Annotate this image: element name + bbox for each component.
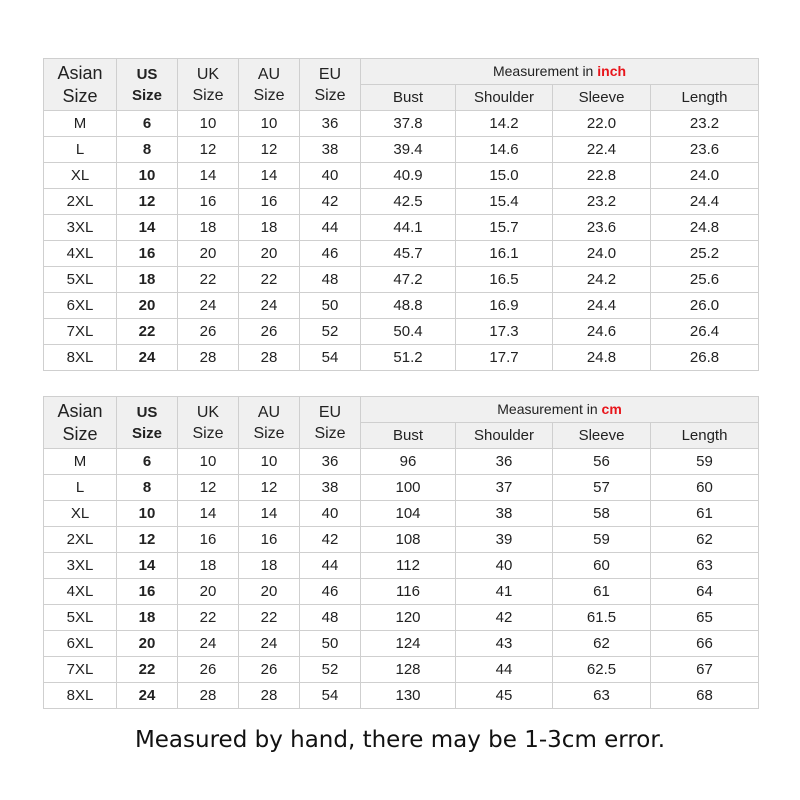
header-uk-size [178, 59, 239, 111]
table-row [44, 163, 759, 189]
measurement-unit: inch [597, 63, 627, 79]
cell-uk-size: 18 [178, 553, 239, 579]
cell-eu-size: 48 [300, 605, 361, 631]
cell-au-size: 12 [239, 475, 300, 501]
cell-au-size: 22 [239, 605, 300, 631]
cell-eu-size: 42 [300, 527, 361, 553]
cell-us-size: 22 [117, 657, 178, 683]
header-eu-sub: Size [314, 424, 346, 442]
cell-us-size: 6 [117, 111, 178, 137]
table-row [44, 579, 759, 605]
cell-asian-size: 4XL [44, 579, 117, 605]
cell-au-size: 28 [239, 683, 300, 709]
cell-au-size: 18 [239, 215, 300, 241]
cell-eu-size: 40 [300, 163, 361, 189]
cell-au-size: 20 [239, 579, 300, 605]
header-eu-sub: Size [314, 86, 346, 104]
cell-au-size: 24 [239, 631, 300, 657]
cell-shoulder: 42 [456, 605, 553, 631]
cell-sleeve: 22.0 [553, 111, 651, 137]
cell-bust: 124 [361, 631, 456, 657]
cell-sleeve: 24.8 [553, 345, 651, 371]
cell-us-size: 10 [117, 501, 178, 527]
size-chart-inch-rows [44, 111, 759, 371]
cell-sleeve: 62.5 [553, 657, 651, 683]
cell-length: 26.4 [651, 319, 759, 345]
cell-length: 64 [651, 579, 759, 605]
header-row [44, 59, 759, 85]
cell-eu-size: 38 [300, 475, 361, 501]
cell-bust: 45.7 [361, 241, 456, 267]
cell-length: 62 [651, 527, 759, 553]
header-length: Length [651, 85, 759, 111]
cell-shoulder: 16.9 [456, 293, 553, 319]
size-chart-cm-rows [44, 449, 759, 709]
cell-length: 23.6 [651, 137, 759, 163]
header-sleeve: Sleeve [553, 423, 651, 449]
cell-asian-size: XL [44, 501, 117, 527]
cell-us-size: 8 [117, 137, 178, 163]
cell-us-size: 24 [117, 683, 178, 709]
cell-asian-size: 2XL [44, 189, 117, 215]
cell-us-size: 18 [117, 605, 178, 631]
header-au-sub: Size [253, 424, 285, 442]
cell-us-size: 14 [117, 215, 178, 241]
table-row [44, 267, 759, 293]
header-au-size [239, 59, 300, 111]
measurement-unit: cm [601, 401, 622, 417]
cell-us-size: 6 [117, 449, 178, 475]
cell-length: 66 [651, 631, 759, 657]
table-row [44, 475, 759, 501]
cell-sleeve: 22.8 [553, 163, 651, 189]
cell-asian-size: M [44, 111, 117, 137]
cell-asian-size: 3XL [44, 215, 117, 241]
cell-eu-size: 48 [300, 267, 361, 293]
cell-shoulder: 44 [456, 657, 553, 683]
cell-sleeve: 63 [553, 683, 651, 709]
cell-uk-size: 20 [178, 579, 239, 605]
cell-us-size: 14 [117, 553, 178, 579]
cell-asian-size: 7XL [44, 657, 117, 683]
header-eu-size [300, 59, 361, 111]
cell-eu-size: 44 [300, 553, 361, 579]
cell-us-size: 8 [117, 475, 178, 501]
cell-shoulder: 37 [456, 475, 553, 501]
cell-eu-size: 52 [300, 657, 361, 683]
cell-us-size: 12 [117, 527, 178, 553]
table-row [44, 215, 759, 241]
cell-eu-size: 52 [300, 319, 361, 345]
cell-eu-size: 40 [300, 501, 361, 527]
cell-bust: 104 [361, 501, 456, 527]
cell-shoulder: 40 [456, 553, 553, 579]
header-eu-label: EU [318, 65, 342, 83]
cell-asian-size: 6XL [44, 631, 117, 657]
cell-asian-size: 7XL [44, 319, 117, 345]
cell-asian-size: 4XL [44, 241, 117, 267]
cell-eu-size: 44 [300, 215, 361, 241]
cell-sleeve: 62 [553, 631, 651, 657]
cell-length: 26.8 [651, 345, 759, 371]
cell-length: 63 [651, 553, 759, 579]
header-eu-size [300, 397, 361, 449]
cell-sleeve: 59 [553, 527, 651, 553]
cell-shoulder: 14.6 [456, 137, 553, 163]
cell-uk-size: 14 [178, 163, 239, 189]
header-asian-sub: Size [62, 423, 98, 444]
cell-us-size: 16 [117, 579, 178, 605]
cell-au-size: 26 [239, 657, 300, 683]
cell-asian-size: M [44, 449, 117, 475]
cell-shoulder: 16.5 [456, 267, 553, 293]
cell-shoulder: 16.1 [456, 241, 553, 267]
header-length: Length [651, 423, 759, 449]
table-row [44, 137, 759, 163]
header-uk-label: UK [196, 403, 220, 421]
size-chart-inch [43, 58, 759, 371]
cell-length: 26.0 [651, 293, 759, 319]
cell-length: 25.6 [651, 267, 759, 293]
cell-sleeve: 60 [553, 553, 651, 579]
cell-us-size: 16 [117, 241, 178, 267]
header-asian-size [44, 59, 117, 111]
cell-sleeve: 24.0 [553, 241, 651, 267]
header-sleeve: Sleeve [553, 85, 651, 111]
header-bust: Bust [361, 423, 456, 449]
table-row [44, 241, 759, 267]
table-row [44, 553, 759, 579]
cell-us-size: 22 [117, 319, 178, 345]
cell-bust: 130 [361, 683, 456, 709]
header-asian-label: Asian [57, 400, 103, 421]
cell-sleeve: 24.6 [553, 319, 651, 345]
cell-bust: 39.4 [361, 137, 456, 163]
measurement-note: Measured by hand, there may be 1-3cm error. [134, 727, 666, 753]
cell-au-size: 14 [239, 163, 300, 189]
cell-bust: 47.2 [361, 267, 456, 293]
header-us-size [117, 59, 178, 111]
cell-bust: 40.9 [361, 163, 456, 189]
cell-eu-size: 54 [300, 683, 361, 709]
cell-length: 67 [651, 657, 759, 683]
cell-sleeve: 58 [553, 501, 651, 527]
cell-eu-size: 36 [300, 111, 361, 137]
table-row [44, 631, 759, 657]
header-us-sub: Size [131, 86, 162, 104]
cell-bust: 116 [361, 579, 456, 605]
cell-bust: 128 [361, 657, 456, 683]
cell-uk-size: 16 [178, 527, 239, 553]
table-row [44, 605, 759, 631]
cell-au-size: 20 [239, 241, 300, 267]
cell-length: 24.4 [651, 189, 759, 215]
header-us-sub: Size [131, 424, 162, 442]
cell-bust: 51.2 [361, 345, 456, 371]
cell-bust: 108 [361, 527, 456, 553]
header-us-label: US [136, 403, 158, 421]
cell-eu-size: 50 [300, 293, 361, 319]
cell-uk-size: 12 [178, 475, 239, 501]
cell-shoulder: 36 [456, 449, 553, 475]
cell-shoulder: 15.4 [456, 189, 553, 215]
cell-asian-size: 8XL [44, 345, 117, 371]
header-us-label: US [136, 65, 158, 83]
cell-asian-size: 5XL [44, 267, 117, 293]
header-asian-size [44, 397, 117, 449]
cell-sleeve: 24.2 [553, 267, 651, 293]
cell-shoulder: 14.2 [456, 111, 553, 137]
cell-uk-size: 24 [178, 631, 239, 657]
cell-au-size: 14 [239, 501, 300, 527]
header-row [44, 397, 759, 423]
measurement-prefix: Measurement in [497, 401, 602, 417]
cell-uk-size: 26 [178, 319, 239, 345]
cell-shoulder: 15.0 [456, 163, 553, 189]
header-au-size [239, 397, 300, 449]
table-row [44, 501, 759, 527]
table-row [44, 293, 759, 319]
cell-sleeve: 22.4 [553, 137, 651, 163]
header-uk-sub: Size [192, 424, 224, 442]
cell-length: 61 [651, 501, 759, 527]
header-asian-label: Asian [57, 62, 103, 83]
cell-uk-size: 14 [178, 501, 239, 527]
cell-eu-size: 46 [300, 579, 361, 605]
cell-uk-size: 22 [178, 605, 239, 631]
cell-uk-size: 18 [178, 215, 239, 241]
cell-uk-size: 22 [178, 267, 239, 293]
cell-uk-size: 28 [178, 345, 239, 371]
table-row [44, 345, 759, 371]
header-shoulder: Shoulder [456, 85, 553, 111]
cell-sleeve: 56 [553, 449, 651, 475]
cell-au-size: 28 [239, 345, 300, 371]
cell-eu-size: 46 [300, 241, 361, 267]
cell-length: 68 [651, 683, 759, 709]
cell-bust: 48.8 [361, 293, 456, 319]
cell-length: 24.8 [651, 215, 759, 241]
cell-us-size: 18 [117, 267, 178, 293]
cell-length: 59 [651, 449, 759, 475]
header-uk-size [178, 397, 239, 449]
cell-au-size: 10 [239, 449, 300, 475]
cell-asian-size: 6XL [44, 293, 117, 319]
cell-asian-size: 5XL [44, 605, 117, 631]
measurement-prefix: Measurement in [492, 63, 598, 79]
cell-us-size: 12 [117, 189, 178, 215]
cell-length: 25.2 [651, 241, 759, 267]
cell-asian-size: 3XL [44, 553, 117, 579]
size-chart-cm [43, 396, 759, 709]
cell-shoulder: 41 [456, 579, 553, 605]
cell-eu-size: 54 [300, 345, 361, 371]
table-row [44, 319, 759, 345]
cell-shoulder: 17.3 [456, 319, 553, 345]
header-asian-sub: Size [62, 85, 98, 106]
table-row [44, 657, 759, 683]
cell-sleeve: 61.5 [553, 605, 651, 631]
cell-sleeve: 24.4 [553, 293, 651, 319]
cell-au-size: 16 [239, 189, 300, 215]
cell-asian-size: 2XL [44, 527, 117, 553]
table-row [44, 449, 759, 475]
size-chart-cm-body [44, 397, 759, 449]
cell-asian-size: L [44, 137, 117, 163]
table-row [44, 527, 759, 553]
cell-eu-size: 38 [300, 137, 361, 163]
cell-asian-size: L [44, 475, 117, 501]
cell-uk-size: 12 [178, 137, 239, 163]
cell-uk-size: 10 [178, 449, 239, 475]
header-au-sub: Size [253, 86, 285, 104]
cell-sleeve: 61 [553, 579, 651, 605]
cell-shoulder: 15.7 [456, 215, 553, 241]
cell-asian-size: 8XL [44, 683, 117, 709]
cell-uk-size: 20 [178, 241, 239, 267]
header-measurement [361, 397, 759, 423]
cell-bust: 96 [361, 449, 456, 475]
header-measurement [361, 59, 759, 85]
cell-shoulder: 39 [456, 527, 553, 553]
header-uk-sub: Size [192, 86, 224, 104]
cell-bust: 37.8 [361, 111, 456, 137]
header-bust: Bust [361, 85, 456, 111]
cell-shoulder: 38 [456, 501, 553, 527]
cell-au-size: 16 [239, 527, 300, 553]
cell-bust: 112 [361, 553, 456, 579]
cell-eu-size: 42 [300, 189, 361, 215]
cell-au-size: 12 [239, 137, 300, 163]
cell-shoulder: 43 [456, 631, 553, 657]
cell-length: 65 [651, 605, 759, 631]
cell-uk-size: 28 [178, 683, 239, 709]
header-eu-label: EU [318, 403, 342, 421]
size-chart-inch-body [44, 59, 759, 111]
cell-sleeve: 23.2 [553, 189, 651, 215]
table-row [44, 111, 759, 137]
cell-us-size: 20 [117, 631, 178, 657]
table-row [44, 189, 759, 215]
cell-bust: 100 [361, 475, 456, 501]
cell-length: 23.2 [651, 111, 759, 137]
cell-au-size: 10 [239, 111, 300, 137]
cell-uk-size: 16 [178, 189, 239, 215]
cell-bust: 50.4 [361, 319, 456, 345]
cell-sleeve: 23.6 [553, 215, 651, 241]
table-row [44, 683, 759, 709]
cell-uk-size: 24 [178, 293, 239, 319]
header-au-label: AU [257, 65, 281, 83]
cell-length: 24.0 [651, 163, 759, 189]
cell-us-size: 10 [117, 163, 178, 189]
cell-uk-size: 10 [178, 111, 239, 137]
cell-au-size: 18 [239, 553, 300, 579]
header-uk-label: UK [196, 65, 220, 83]
cell-bust: 44.1 [361, 215, 456, 241]
cell-au-size: 22 [239, 267, 300, 293]
cell-us-size: 20 [117, 293, 178, 319]
header-us-size [117, 397, 178, 449]
cell-us-size: 24 [117, 345, 178, 371]
header-au-label: AU [257, 403, 281, 421]
cell-eu-size: 36 [300, 449, 361, 475]
header-shoulder: Shoulder [456, 423, 553, 449]
cell-bust: 42.5 [361, 189, 456, 215]
cell-asian-size: XL [44, 163, 117, 189]
cell-eu-size: 50 [300, 631, 361, 657]
cell-shoulder: 17.7 [456, 345, 553, 371]
cell-sleeve: 57 [553, 475, 651, 501]
cell-au-size: 24 [239, 293, 300, 319]
cell-shoulder: 45 [456, 683, 553, 709]
cell-au-size: 26 [239, 319, 300, 345]
cell-length: 60 [651, 475, 759, 501]
cell-bust: 120 [361, 605, 456, 631]
cell-uk-size: 26 [178, 657, 239, 683]
